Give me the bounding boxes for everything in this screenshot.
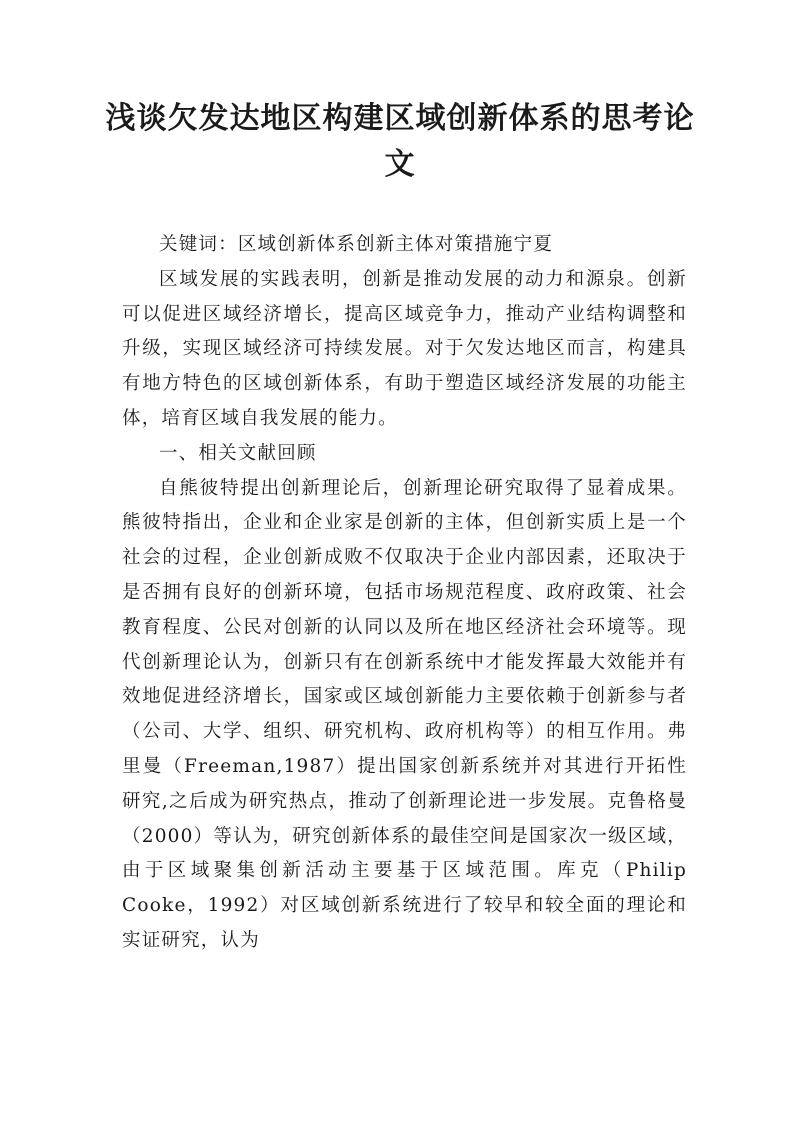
keywords-value: 区域创新体系创新主体对策措施宁夏 [237, 234, 554, 255]
paragraph-intro: 区域发展的实践表明，创新是推动发展的动力和源泉。创新可以促进区域经济增长，提高区域竞争力，推动产业结构调整和升级，实现区域经济可持续发展。对于欠发达地区而言，构建具有地方特色的区域创新体系，有助于塑造区域经济发展的功能主体，培育区域自我发展的能力。 [122, 268, 687, 429]
paragraph-literature: 自熊彼特提出创新理论后，创新理论研究取得了显着成果。熊彼特指出，企业和企业家是创新的主体，但创新实质上是一个社会的过程，企业创新成败不仅取决于企业内部因素，还取决于是否拥有良好的创新环境，包括市场规范程度、政府政策、社会教育程度、公民对创新的认同以及所在地区经济社会环境等。现代创新理论认为，创新只有在创新系统中才能发挥最大效能并有效地促进经济增长，国家或区域创新能力主要依赖于创新参与者（公司、大学、组织、研究机构、政府机构等）的相互作用。弗里曼（Freeman,1987）提出国家创新系统并对其进行开拓性研究,之后成为研究热点，推动了创新理论进一步发展。克鲁格曼（2000）等认为，研究创新体系的最佳空间是国家次一级区域，由于区域聚集创新活动主要基于区域范围。库克（Philip Cooke，1992）对区域创新系统进行了较早和较全面的理论和实证研究，认为 [122, 477, 687, 951]
document-title: 浅谈欠发达地区构建区域创新体系的思考论文 [105, 101, 695, 182]
keywords-label: 关键词： [159, 234, 238, 255]
document-body [122, 228, 687, 959]
keywords-line [122, 228, 687, 263]
section-heading: 一、相关文献回顾 [159, 442, 317, 464]
